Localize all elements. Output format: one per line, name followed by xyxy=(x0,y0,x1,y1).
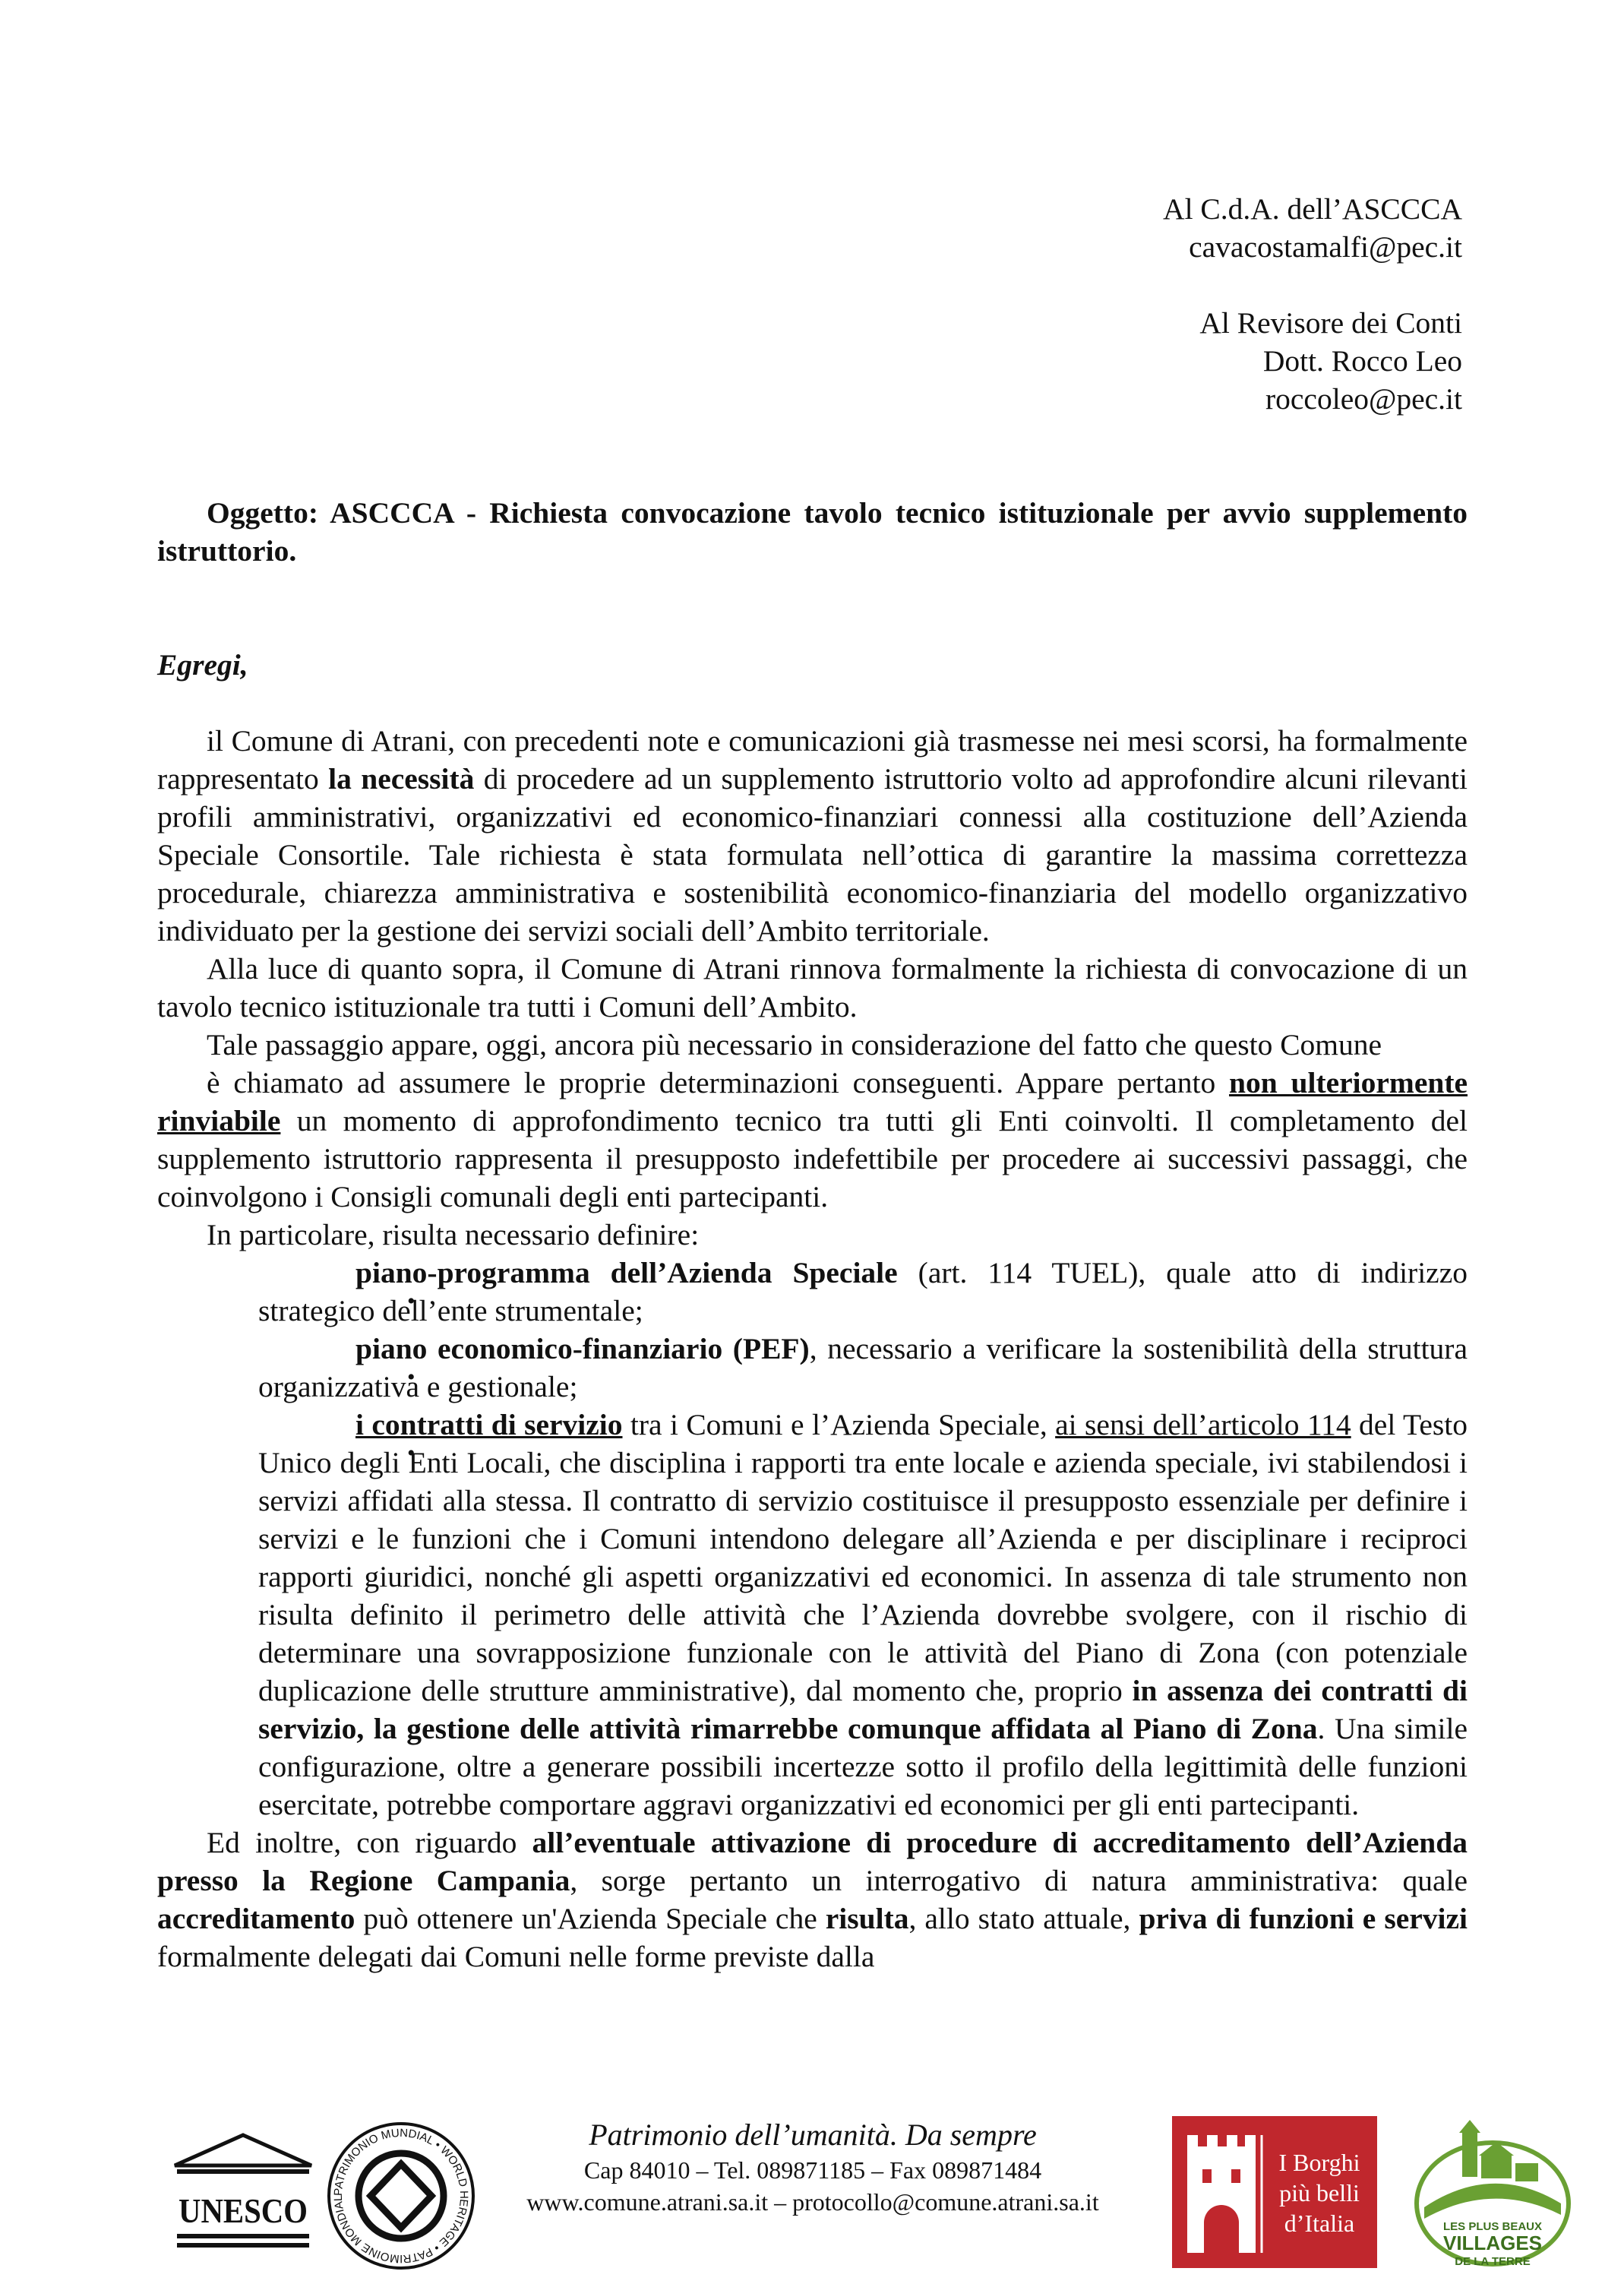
footer-contacts xyxy=(479,2116,1147,2218)
list-item: piano economico-finanziario (PEF), necessario a verificare la sostenibilità della struttura organizzativa e gestionale; xyxy=(258,1332,1468,1403)
paragraph: è chiamato ad assumere le proprie determinazioni conseguenti. Appare pertanto non ulteriormente rinviabile un momento di approfondimento tecnico tra tutti gli Enti coinvolti. Il completamento del supplemento istruttorio rappresenta il presupposto indefettibile per procedere ai successivi passaggi, che coinvolgono i Consigli comunali degli enti partecipanti. xyxy=(157,1066,1468,1213)
svg-text:DE LA TERRE: DE LA TERRE xyxy=(1455,2255,1531,2268)
recipient-line: Dott. Rocco Leo xyxy=(1262,344,1462,378)
footer-slogan: Patrimonio dell’umanità. Da sempre xyxy=(589,2118,1037,2152)
list-item: i contratti di servizio tra i Comuni e l’Azienda Speciale, ai sensi dell’articolo 114 del Testo Unico degli Enti Locali, che disciplina i rapporti tra ente locale e azienda speciale, ivi stabilendosi i servizi affidati alla stessa. Il contratto di servizio costituisce il presupposto essenziale per definire i servizi e le funzioni che i Comuni intendono delegare all’Azienda e per disciplinare i reciproci rapporti giuridici, nonché gli aspetti organizzativi ed economici. In assenza di tale strumento non risulta definito il perimetro delle attività che l’Azienda dovrebbe svolgere, con il rischio di determinare una sovrapposizione funzionale con le attività del Piano di Zona (con potenziale duplicazione delle strutture amministrative), dal momento che, proprio in assenza dei contratti di servizio, la gestione delle attività rimarrebbe comunque affidata al Piano di Zona. Una simile configurazione, oltre a generare possibili incertezze sotto il profilo della legittimità delle funzioni esercitate, potrebbe comportare aggravi organizzativi ed economici per gli enti partecipanti. xyxy=(258,1408,1468,1821)
paragraph: In particolare, risulta necessario definire: xyxy=(207,1218,700,1251)
heritage-ring-text: PATRIMONIO MUNDIAL • WORLD HERITAGE • PATRIMOINE MONDIAL xyxy=(331,2126,471,2266)
letterhead-footer xyxy=(0,2116,1624,2268)
footer-web: www.comune.atrani.sa.it – protocollo@comune.atrani.sa.it xyxy=(526,2188,1099,2216)
subject-line xyxy=(157,494,1468,570)
recipient-email: roccoleo@pec.it xyxy=(1265,382,1462,416)
letter-body xyxy=(157,722,1468,1976)
svg-text:I Borghi: I Borghi xyxy=(1278,2149,1360,2176)
svg-text:LES PLUS BEAUX: LES PLUS BEAUX xyxy=(1442,2220,1543,2233)
unesco-wordmark: UNESCO xyxy=(179,2191,308,2230)
footer-phone: Cap 84010 – Tel. 089871185 – Fax 089871484 xyxy=(583,2156,1042,2184)
list-item: piano-programma dell’Azienda Speciale (art. 114 TUEL), quale atto di indirizzo strategico dell’ente strumentale; xyxy=(258,1256,1468,1327)
villages-logo-icon xyxy=(1409,2116,1576,2268)
subject-label: Oggetto: xyxy=(207,496,318,530)
greeting: Egregi, xyxy=(157,648,248,682)
subject-text: ASCCCA - Richiesta convocazione tavolo tecnico istituzionale per avvio supplemento istruttorio. xyxy=(157,496,1468,568)
svg-text:più belli: più belli xyxy=(1279,2179,1360,2206)
recipient-line: Al C.d.A. dell’ASCCCA xyxy=(1163,192,1462,226)
paragraph: Tale passaggio appare, oggi, ancora più necessario in considerazione del fatto che questo Comune xyxy=(207,1028,1382,1061)
paragraph: Alla luce di quanto sopra, il Comune di Atrani rinnova formalmente la richiesta di convocazione di un tavolo tecnico istituzionale tra tutti i Comuni dell’Ambito. xyxy=(157,952,1468,1023)
svg-text:PATRIMONIO MUNDIAL • WORLD HER xyxy=(332,2127,470,2265)
recipient-email: cavacostamalfi@pec.it xyxy=(1189,230,1462,264)
recipients-block xyxy=(1163,190,1462,418)
recipient-line: Al Revisore dei Conti xyxy=(1199,306,1462,340)
world-heritage-emblem-icon xyxy=(325,2120,477,2272)
paragraph: Ed inoltre, con riguardo all’eventuale attivazione di procedure di accreditamento dell’Azienda presso la Regione Campania, sorge pertanto un interrogativo di natura amministrativa: quale accreditamento può ottenere un'Azienda Speciale che risulta, allo stato attuale, priva di funzioni e servizi formalmente delegati dai Comuni nelle forme previste dalla xyxy=(157,1826,1468,1973)
borghi-logo-icon xyxy=(1172,2116,1377,2268)
paragraph: il Comune di Atrani, con precedenti note e comunicazioni già trasmesse nei mesi scorsi, ha formalmente rappresentato la necessità di procedere ad un supplemento istruttorio volto ad approfondire alcuni rilevanti profili amministrativi, organizzativi ed economico-finanziari connessi alla costituzione dell’Azienda Speciale Consortile. Tale richiesta è stata formulata nell’ottica di garantire la massima correttezza procedurale, chiarezza amministrativa e sostenibilità economico-finanziaria del modello organizzativo individuato per la gestione dei servizi sociali dell’Ambito territoriale. xyxy=(157,724,1468,947)
bullet-list xyxy=(157,1254,1468,1824)
svg-text:d’Italia: d’Italia xyxy=(1284,2210,1355,2237)
unesco-logo-icon xyxy=(171,2131,315,2260)
svg-text:VILLAGES: VILLAGES xyxy=(1442,2232,1543,2254)
